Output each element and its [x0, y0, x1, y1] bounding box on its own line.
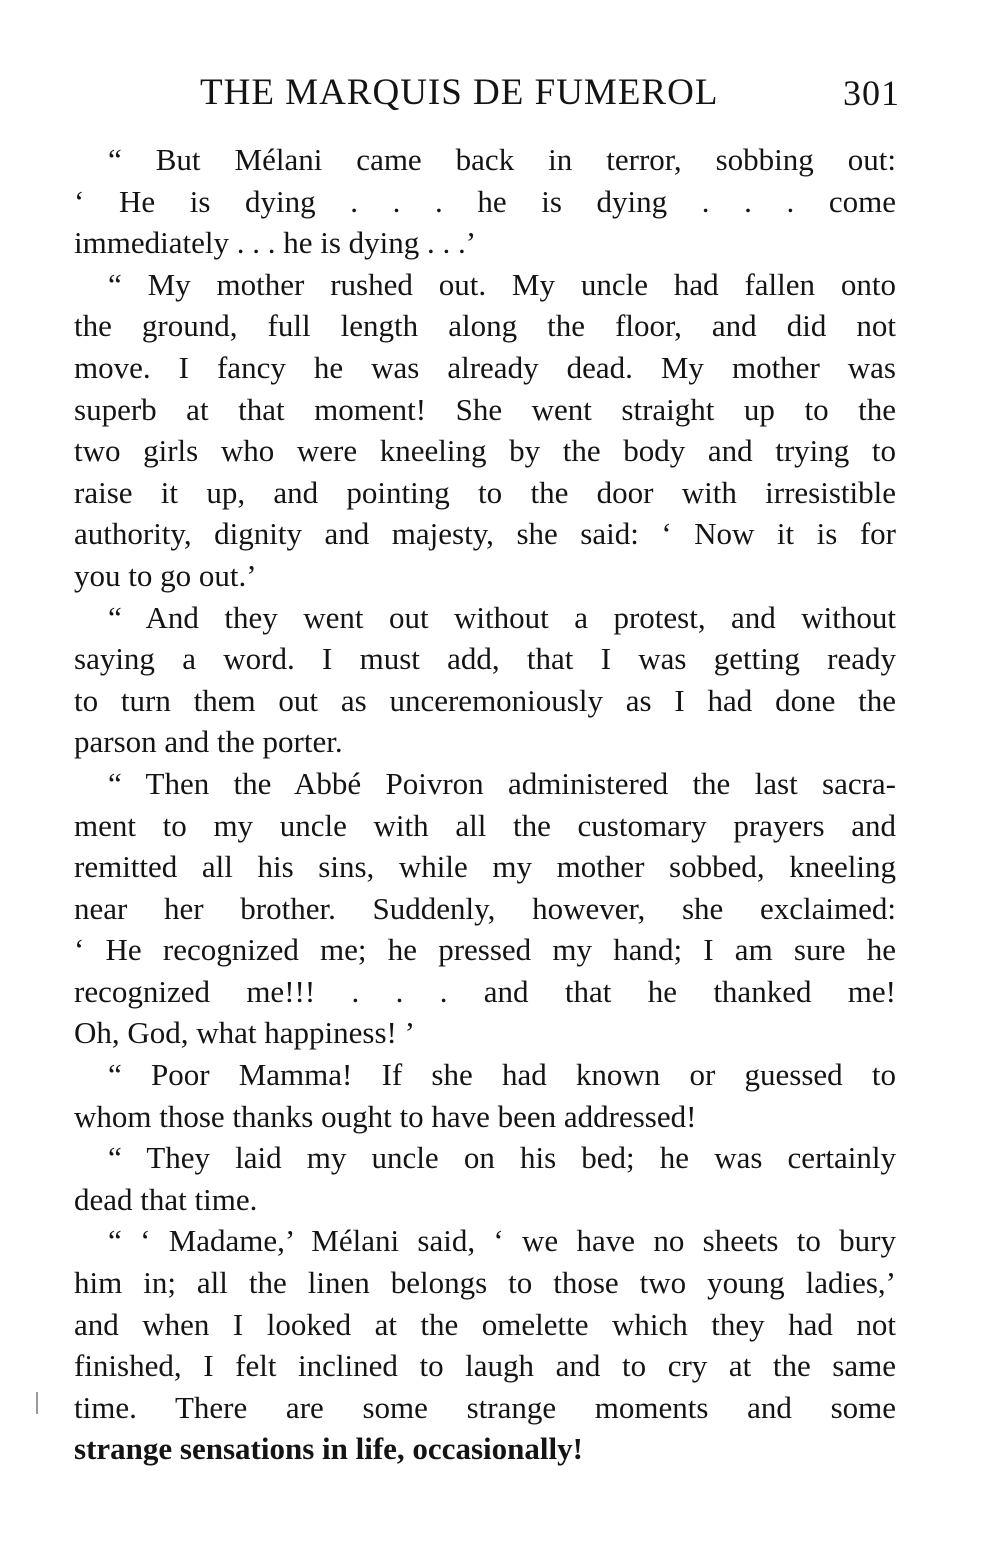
text-line: saying a word. I must add, that I was getting ready	[74, 641, 896, 677]
text-line: finished, I felt inclined to laugh and to cry at the same	[74, 1348, 896, 1384]
text-line: two girls who were kneeling by the body and trying to	[74, 433, 896, 469]
text-line: ‘ He recognized me; he pressed my hand; I am sure he	[74, 932, 896, 968]
text-line: raise it up, and pointing to the door with irresistible	[74, 474, 896, 510]
text-line: superb at that moment! She went straight up to the	[74, 391, 896, 427]
body-text	[74, 139, 896, 1470]
text-line: parson and the porter.	[74, 724, 343, 760]
text-line: “ They laid my uncle on his bed; he was certainly	[108, 1140, 896, 1176]
text-line: move. I fancy he was already dead. My mother was	[74, 349, 896, 385]
text-line: dead that time.	[74, 1181, 258, 1217]
text-line: remitted all his sins, while my mother sobbed, kneeling	[74, 849, 896, 885]
text-line: and when I looked at the omelette which they had not	[74, 1306, 896, 1342]
text-line: time. There are some strange moments and some	[74, 1389, 896, 1425]
running-head	[200, 68, 900, 118]
text-line: whom those thanks ought to have been addressed!	[74, 1098, 697, 1134]
text-line: you to go out.’	[74, 557, 257, 593]
text-line: ment to my uncle with all the customary prayers and	[74, 807, 896, 843]
page-number: 301	[843, 73, 900, 113]
text-line: immediately . . . he is dying . . .’	[74, 225, 477, 261]
text-line: “ Then the Abbé Poivron administered the last sacra-	[108, 765, 896, 801]
text-line: near her brother. Suddenly, however, she exclaimed:	[74, 890, 896, 926]
text-line: “ Poor Mamma! If she had known or guessed to	[108, 1057, 896, 1093]
scan-margin-mark	[36, 1392, 38, 1414]
text-line: the ground, full length along the floor, and did not	[74, 308, 896, 344]
text-line: ‘ He is dying . . . he is dying . . . come	[74, 183, 896, 219]
text-line: him in; all the linen belongs to those two young ladies,’	[74, 1265, 896, 1301]
text-line: to turn them out as unceremoniously as I had done the	[74, 682, 896, 718]
text-line: “ But Mélani came back in terror, sobbing out:	[108, 142, 896, 177]
text-line: authority, dignity and majesty, she said: ‘ Now it is for	[74, 516, 896, 552]
text-line: strange sensations in life, occasionally!	[74, 1431, 583, 1467]
running-title: THE MARQUIS DE FUMEROL	[200, 72, 719, 113]
text-line: “ My mother rushed out. My uncle had fallen onto	[108, 266, 896, 302]
text-line: Oh, God, what happiness! ’	[74, 1015, 415, 1051]
text-line: recognized me!!! . . . and that he thanked me!	[74, 973, 896, 1009]
text-line: “ ‘ Madame,’ Mélani said, ‘ we have no sheets to bury	[108, 1223, 896, 1259]
text-line: “ And they went out without a protest, and without	[108, 599, 896, 635]
